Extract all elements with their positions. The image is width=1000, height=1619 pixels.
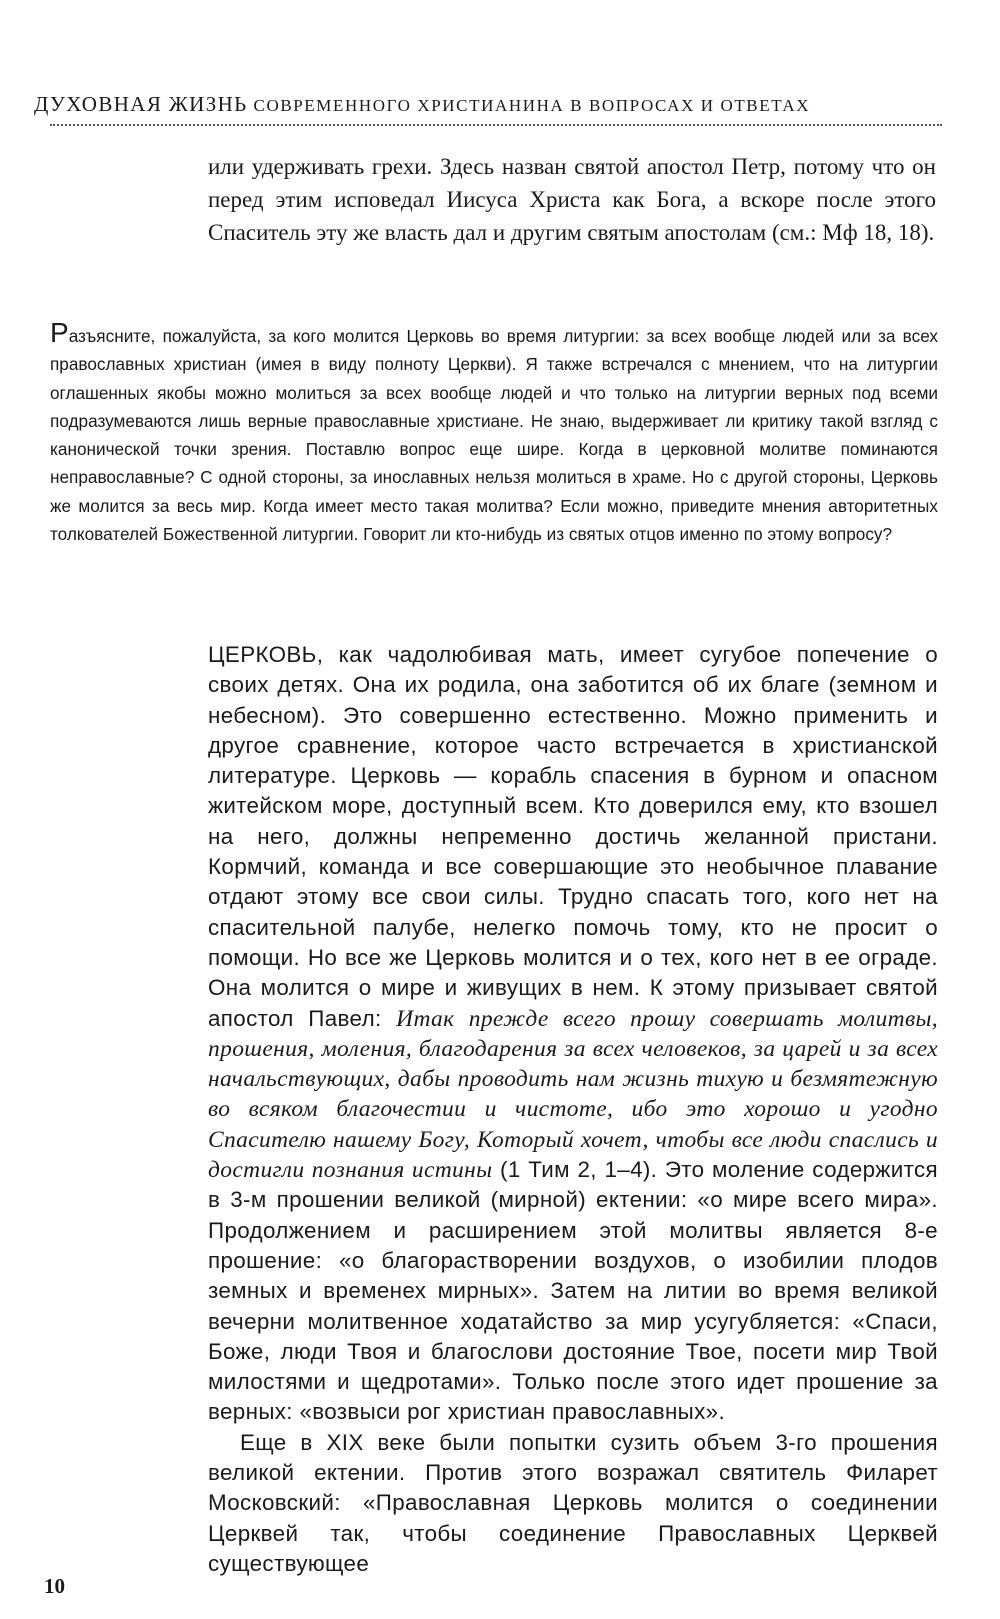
answer-p1-text: ЦЕРКОВЬ, как чадолюбивая мать, имеет сугубое попечение о своих детях. Она их родила, она заботится об их благе (земном и небесном). Это совершенно естественно. Можно применить и другое сравнение, которое часто встречается в христианской литературе. Церковь — корабль спасения в бурном и опасном житейском море, доступный всем. Кто доверился ему, кто взошел на него, должны непременно достичь желанной пристани. Кормчий, команда и все совершающие это необычное плавание отдают этому все свои силы. Трудно спасать того, кого нет на спасительной палубе, нелегко помочь тому, кто не просит о помощи. Но все же Церковь молится и о тех, кого нет в ее ограде. Она молится о мире и живущих в нем. К этому призывает святой апостол Павел:: [208, 642, 938, 1031]
question-block: [50, 317, 938, 548]
answer-block: [208, 640, 938, 1579]
answer-paragraph-1: [208, 640, 938, 1428]
header-divider: [50, 124, 942, 126]
page-number: 10: [44, 1574, 65, 1598]
continuation-text: или удерживать грехи. Здесь назван святой апостол Петр, потому что он перед этим исповедал Иисуса Христа как Бога, а вскоре после этого Спаситель эту же власть дал и другим святым апостолам (см.: Мф 18, 18).: [208, 154, 936, 245]
question-dropcap: Р: [50, 317, 69, 348]
running-head-rest: СОВРЕМЕННОГО ХРИСТИАНИНА В ВОПРОСАХ И ОТВЕТАХ: [253, 96, 811, 115]
question-text: азъясните, пожалуйста, за кого молится Церковь во время литургии: за всех вообще людей или за всех православных христиан (имея в виду полноту Церкви). Я также встречался с мнением, что на литургии оглашенных якобы можно молиться за всех вообще людей и что только на литургии верных под всеми подразумеваются лишь верные православные христиане. Не знаю, выдерживает ли критику такой взгляд с канонической точки зрения. Поставлю вопрос еще шире. Когда в церковной молитве поминаются неправославные? С одной стороны, за инославных нельзя молиться в храме. Но с другой стороны, Церковь же молится за весь мир. Когда имеет место такая молитва? Если можно, приведите мнения авторитетных толкователей Божественной литургии. Говорит ли кто-нибудь из святых отцов именно по этому вопросу?: [50, 326, 938, 545]
running-head: [34, 92, 944, 117]
answer-paragraph-2: Еще в XIX веке были попытки сузить объем 3-го прошения великой ектении. Против этого возражал святитель Филарет Московский: «Православная Церковь молится о соединении Церквей так, чтобы соединение Православных Церквей существующее: [208, 1429, 938, 1576]
scripture-quote: Итак прежде всего прошу совершать молитвы, прошения, моления, благодарения за всех человеков, за царей и за всех начальствующих, дабы проводить нам жизнь тихую и безмятежную во всяком благочестии и чистоте, ибо это хорошо и угодно Спасителю нашему Богу, Который хочет, чтобы все люди спаслись и достигли познания истины: [208, 1005, 938, 1184]
running-head-main: ДУХОВНАЯ ЖИЗНЬ: [34, 92, 248, 116]
answer-p1-text-cont: (1 Тим 2, 1–4). Это моление содержится в 3-м прошении великой (мирной) ектении: «о мире всего мира». Продолжением и расширением этой молитвы является 8-е прошение: «о благорастворении воздухов, о изобилии плодов земных и временех мирных». Затем на литии во время великой вечерни молитвенное ходатайство за мир усугубляется: «Спаси, Боже, люди Твоя и благослови достояние Твое, посети мир Твой милостями и щедротами». Только после этого идет прошение за верных: «возвыси рог христиан православных».: [208, 1157, 938, 1425]
